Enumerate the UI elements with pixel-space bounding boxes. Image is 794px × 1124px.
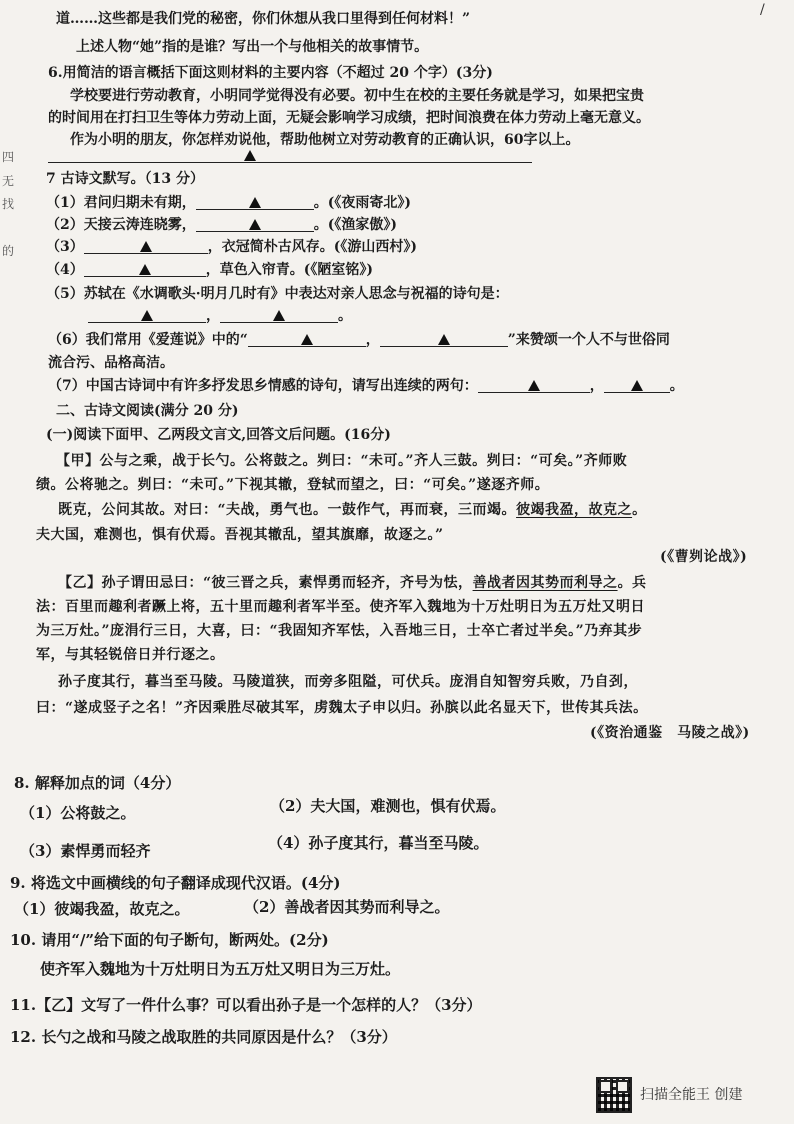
passage-jia-line3: 既克，公问其故。对曰：“夫战，勇气也。一鼓作气，再而衰，三而竭。彼竭我盈，故克之。 — [58, 502, 647, 518]
q7-title: 7 古诗文默写。（13 分） — [46, 171, 204, 187]
edge-mark: 无 — [2, 174, 15, 188]
answer-marker-icon — [140, 241, 152, 252]
q7-item-6-line2: 流合污、品格高洁。 — [48, 355, 174, 371]
passage-jia-source: (《曹刿论战》) — [660, 549, 748, 565]
q7-item-7: （7）中国古诗词中有许多抒发思乡情感的诗句，请写出连续的两句： ， 。 — [48, 378, 684, 394]
q7-item-4: （4） ，草色入帘青。(《陋室铭》) — [46, 262, 373, 278]
q9-title: 9. 将选文中画横线的句子翻译成现代汉语。(4分) — [10, 874, 341, 892]
q8-item-1: （1）公将鼓之。 — [20, 804, 136, 822]
answer-marker-icon — [139, 264, 151, 275]
q11: 11.【乙】文写了一件什么事？可以看出孙子是一个怎样的人？（3分） — [10, 996, 482, 1014]
q7-item-1: （1）君问归期未有期， 。(《夜雨寄北》) — [46, 195, 411, 211]
q10-title: 10. 请用“/”给下面的句子断句，断两处。(2分) — [10, 931, 329, 949]
edge-mark: 的 — [2, 244, 15, 258]
passage-yi-line1: 【乙】孙子谓田忌曰：“彼三晋之兵，素悍勇而轻齐，齐号为怯，善战者因其势而利导之。兵 — [58, 575, 647, 591]
answer-marker-icon — [249, 219, 261, 230]
q7-6a-blank[interactable] — [248, 332, 366, 347]
passage-yi-source: (《资治通鉴 马陵之战》) — [590, 725, 750, 741]
q6-material-line1: 学校要进行劳动教育，小明同学觉得没有必要。初中生在校的主要任务就是学习，如果把宝贵 — [70, 88, 644, 104]
passage-yi-line2: 法：百里而趣利者蹶上将，五十里而趣利者军半至。使齐军入魏地为十万灶明日为五万灶又明日 — [36, 599, 645, 615]
q6-prompt: 作为小明的朋友，你怎样劝说他，帮助他树立对劳动教育的正确认识，60字以上。 — [70, 132, 580, 148]
q8-item-2: （2）夫大国，难测也，惧有伏焉。 — [270, 797, 506, 815]
underlined-sentence-1: 彼竭我盈，故克之 — [516, 502, 633, 518]
q12: 12. 长勺之战和马陵之战取胜的共同原因是什么？（3分） — [10, 1028, 397, 1046]
section-2-title: 二、古诗文阅读(满分 20 分) — [56, 403, 239, 419]
q6-material-line2: 的时间用在打扫卫生等体力劳动上面，无疑会影响学习成绩，把时间浪费在体力劳动上毫无意义。 — [48, 110, 650, 126]
q7-item-5-answers: ， 。 — [88, 305, 352, 325]
q7-3-blank[interactable] — [84, 239, 208, 254]
q6-title: 6.用简洁的语言概括下面这则材料的主要内容（不超过 20 个字）(3分) — [48, 65, 493, 81]
q6-answer-line[interactable] — [48, 148, 532, 167]
q7-1-blank[interactable] — [196, 195, 314, 210]
passage-yi-line5: 孙子度其行，暮当至马陵。马陵道狭，而旁多阻隘，可伏兵。庞涓自知智穷兵败，乃自刭， — [58, 674, 638, 690]
answer-marker-icon — [249, 197, 261, 208]
passage-jia-line4: 夫大国，难测也，惧有伏焉。吾视其辙乱，望其旗靡，故逐之。” — [36, 527, 444, 543]
q8-title: 8. 解释加点的词（4分） — [14, 774, 181, 792]
q7-item-5: （5）苏轼在《水调歌头·明月几时有》中表达对亲人思念与祝福的诗句是： — [46, 286, 509, 302]
qr-code-icon — [596, 1077, 632, 1113]
q9-item-1: （1）彼竭我盈，故克之。 — [14, 900, 190, 918]
q7-item-3: （3） ，衣冠简朴古风存。(《游山西村》) — [46, 239, 417, 255]
q10-sentence: 使齐军入魏地为十万灶明日为五万灶又明日为三万灶。 — [40, 960, 401, 978]
q7-6b-blank[interactable] — [380, 332, 508, 347]
passage-yi-line6: 曰：“遂成竖子之名！”齐因乘胜尽破其军，虏魏太子申以归。孙膑以此名显天下，世传其兵法。 — [36, 700, 648, 716]
edge-mark: 四 — [2, 150, 15, 164]
q7-7b-blank[interactable] — [604, 378, 670, 393]
q8-item-4: （4）孙子度其行，暮当至马陵。 — [268, 834, 489, 852]
q7-item-6: （6）我们常用《爱莲说》中的“ ， ”来赞颂一个人不与世俗同 — [48, 332, 670, 348]
q7-2-blank[interactable] — [196, 217, 314, 232]
corner-mark: / — [760, 2, 765, 18]
q7-4-blank[interactable] — [84, 262, 206, 277]
q7-item-2: （2）天接云涛连晓雾， 。(《渔家傲》) — [46, 217, 397, 233]
answer-marker-icon — [301, 334, 313, 345]
underlined-sentence-2: 善战者因其势而利导之 — [472, 575, 618, 591]
answer-marker-icon — [528, 380, 540, 391]
edge-mark: 找 — [2, 197, 15, 211]
passage-yi-line3: 为三万灶。”庞涓行三日，大喜，曰：“我固知齐军怯，入吾地三日，士卒亡者过半矣。”乃弃其步 — [36, 623, 643, 639]
q9-item-2: （2）善战者因其势而利导之。 — [244, 898, 450, 916]
passage-yi-line4: 军，与其轻锐倍日并行逐之。 — [36, 647, 225, 663]
passage-jia-line1: 【甲】公与之乘，战于长勺。公将鼓之。刿曰：“未可。”齐人三鼓。刿曰：“可矣。”齐师败 — [56, 453, 628, 469]
passage-jia-line2: 绩。公将驰之。刿曰：“未可。”下视其辙，登轼而望之，曰：“可矣。”遂逐齐师。 — [36, 477, 550, 493]
answer-marker-icon — [438, 334, 450, 345]
answer-marker-icon — [141, 310, 153, 321]
answer-marker-icon — [631, 380, 643, 391]
q8-item-3: （3）素悍勇而轻齐 — [20, 842, 151, 860]
q7-5a-blank[interactable] — [88, 308, 206, 323]
answer-marker-icon — [244, 150, 256, 161]
section-2-subtitle: (一)阅读下面甲、乙两段文言文,回答文后问题。(16分) — [46, 427, 391, 443]
answer-marker-icon — [273, 310, 285, 321]
q7-5b-blank[interactable] — [220, 308, 338, 323]
scanner-watermark: 扫描全能王 创建 — [640, 1087, 743, 1103]
q5-question: 上述人物“她”指的是谁？写出一个与他相关的故事情节。 — [76, 39, 429, 55]
q5-quote-end: 道……这些都是我们党的秘密，你们休想从我口里得到任何材料！” — [56, 11, 471, 27]
q7-7a-blank[interactable] — [478, 378, 590, 393]
